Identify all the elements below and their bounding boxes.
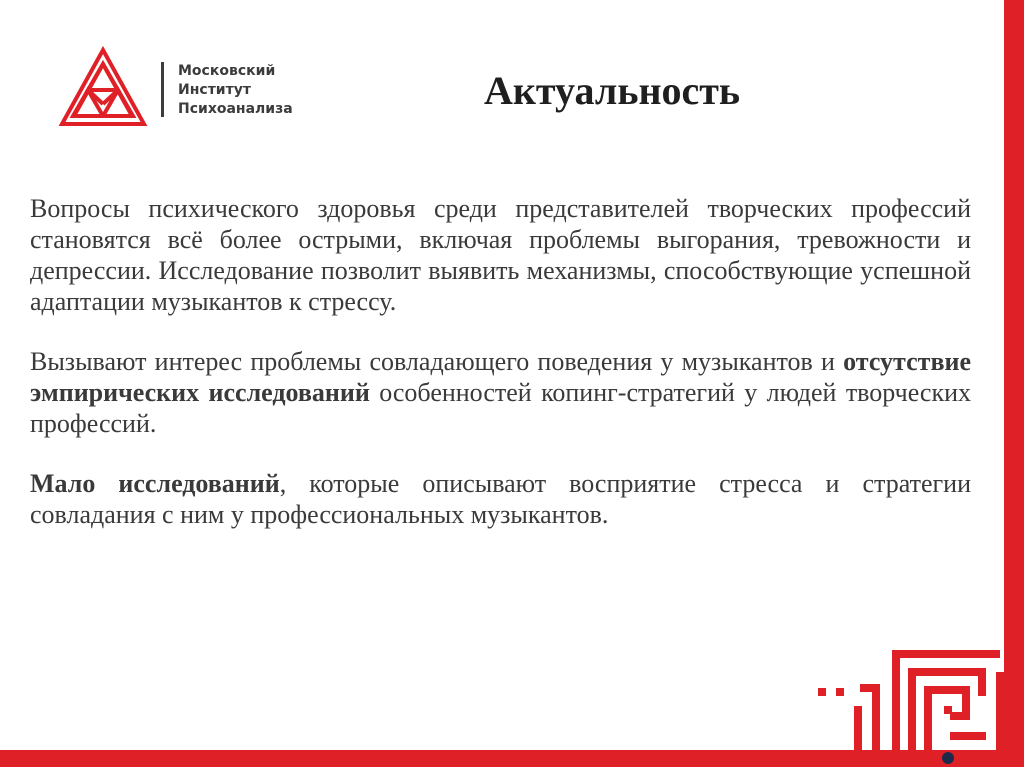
institute-logo-icon bbox=[58, 46, 148, 128]
paragraph-3-emphasis: Мало исследований bbox=[30, 469, 280, 498]
slide-body bbox=[30, 193, 971, 559]
slide-title: Актуальность bbox=[484, 68, 741, 113]
paragraph-3-text: , которые описывают восприятие стресса и стратегии совладания с ним у профессиональных музыкантов. bbox=[30, 469, 971, 529]
bottom-red-band bbox=[0, 750, 1024, 767]
logo-divider bbox=[161, 62, 164, 117]
corner-pattern-decoration bbox=[800, 636, 1005, 751]
institute-name-line-1: Московский bbox=[178, 63, 276, 79]
paragraph-2-text-a: Вызывают интерес проблемы совладающего поведения у музыкантов и bbox=[30, 347, 844, 376]
institute-name bbox=[178, 62, 293, 119]
paragraph-2-emphasis: отсутствие эмпирических исследований bbox=[30, 347, 971, 407]
paragraph-1-text: Вопросы психического здоровья среди представителей творческих профессий становятся всё более острыми, включая проблемы выгорания, тревожности и депрессии. Исследование позволит выявить механизмы, способствующие успешной адаптации музыкантов к стрессу. bbox=[30, 194, 971, 316]
paragraph-3 bbox=[30, 468, 971, 530]
institute-name-line-3: Психоанализа bbox=[178, 101, 293, 117]
paragraph-2 bbox=[30, 346, 971, 439]
institute-name-line-2: Институт bbox=[178, 82, 251, 98]
paragraph-1 bbox=[30, 193, 971, 317]
paragraph-2-text-b: особенностей копинг-стратегий у людей творческих профессий. bbox=[30, 378, 971, 438]
right-red-band bbox=[1004, 0, 1024, 767]
slide-indicator-dot bbox=[942, 752, 954, 764]
